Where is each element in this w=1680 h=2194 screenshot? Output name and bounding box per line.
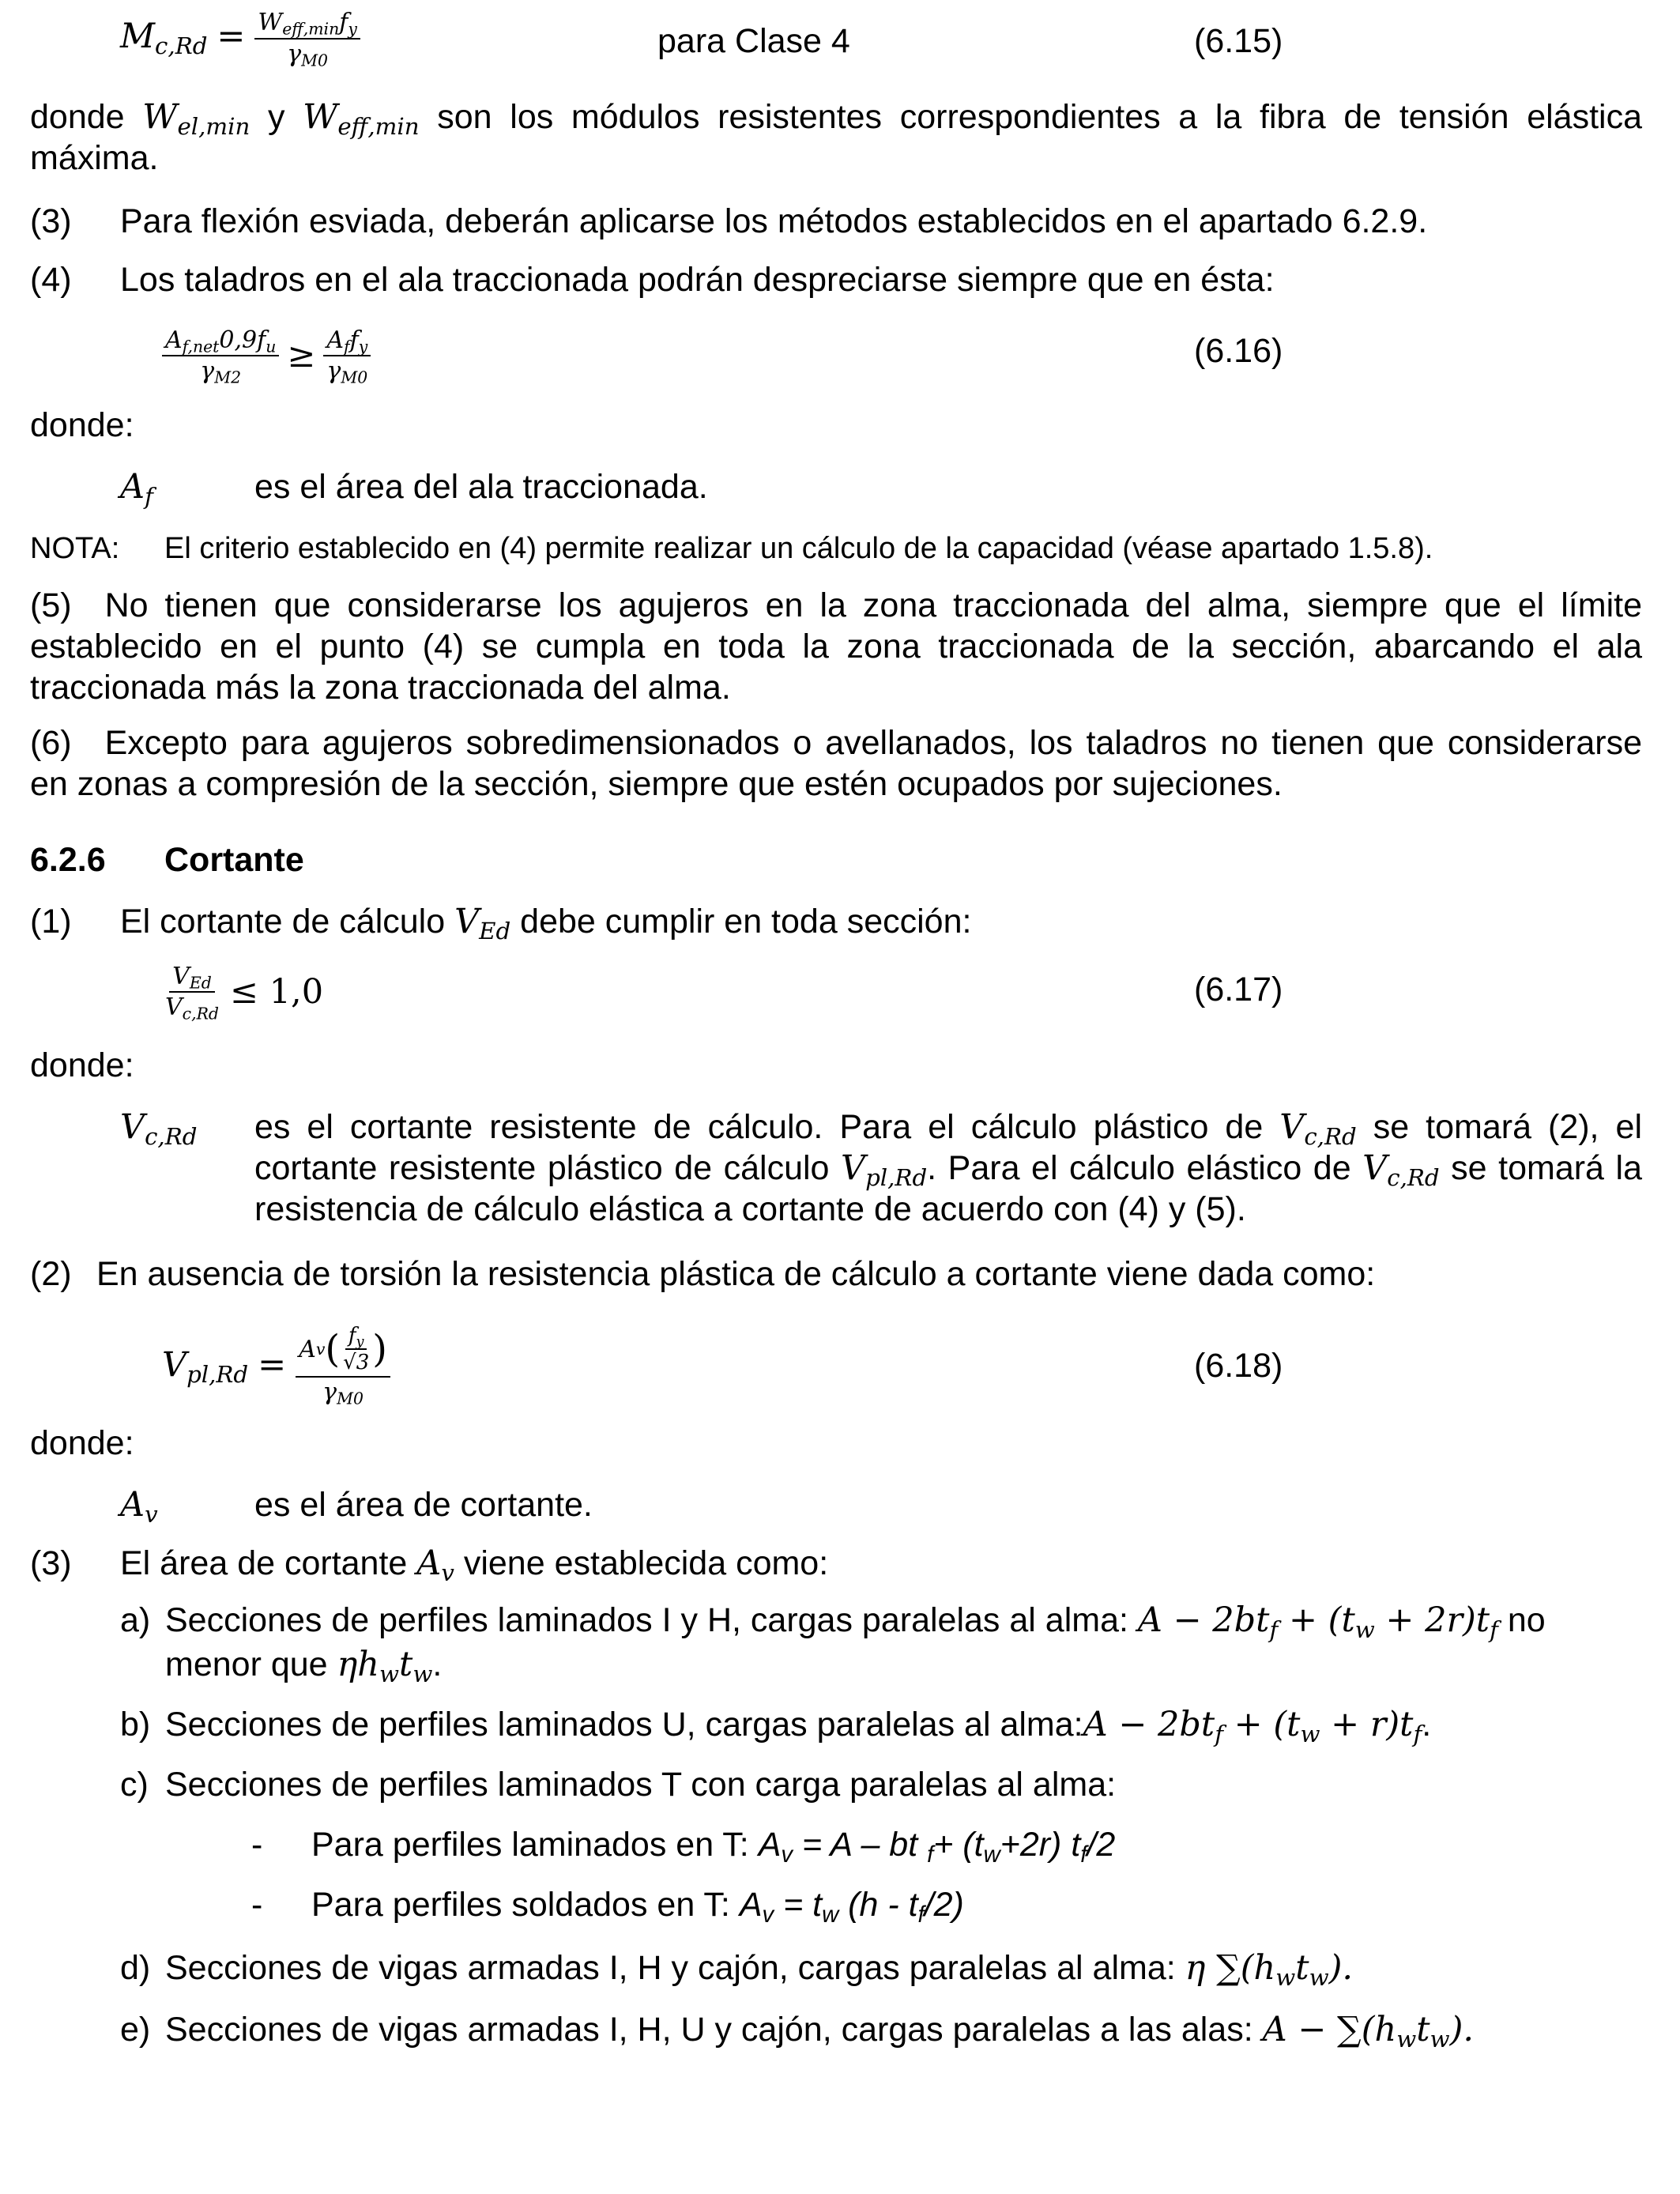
- eq618-equals: =: [258, 1345, 287, 1385]
- def-af-text: es el área del ala traccionada.: [254, 468, 708, 506]
- def-av-text: es el área de cortante.: [254, 1486, 593, 1524]
- eq617-fraction: $\frac{V_{Ed}}{V_{c,Rd}}$: [165, 962, 219, 1023]
- def-af-symbol: $A_f$: [120, 467, 153, 511]
- def-av-symbol: $A_v$: [120, 1485, 158, 1529]
- eq616-number: (6.16): [1194, 332, 1283, 370]
- eq615-fraction: $\frac{W_{eff,min}f_y}{\gamma_{M0}}$: [254, 8, 360, 69]
- paragraph-donde-wel: donde $W_{el,min}$ y $W_{eff,min}$ son los módulos resistentes correspondientes a la fibra de tensión elástica máxima.: [30, 97, 1642, 177]
- eq618-lhs: $V_{pl,Rd}$: [162, 1345, 249, 1389]
- eq615-lhs: $M_{c,Rd}$: [120, 16, 208, 60]
- nota: NOTA:: [30, 532, 120, 565]
- nota-text: El criterio establecido en (4) permite realizar un cálculo de la capacidad (véase apartado 1.5.8).: [164, 532, 1433, 565]
- eq617-rhs: ≤ 1,0: [229, 972, 324, 1012]
- eq615-condition: para Clase 4: [657, 22, 850, 60]
- eq615-number: (6.15): [1194, 22, 1283, 60]
- eq616-fraction-left: $\frac{A_{f,net}0,9f_u}{\gamma_{M2}}$: [162, 326, 279, 386]
- section-title: Cortante: [164, 841, 304, 879]
- eq616-geq: ≥: [287, 336, 316, 375]
- donde-label-3: donde:: [30, 1424, 134, 1462]
- eq615-equals: =: [217, 16, 246, 56]
- section-number: 6.2.6: [30, 841, 106, 879]
- equation-6-18: [162, 1306, 390, 1424]
- donde-label-2: donde:: [30, 1046, 134, 1084]
- item-6: (6) Excepto para agujeros sobredimensionados o avellanados, los taladros no tienen que considerarse en zonas a compresión de la sección, siempre que estén ocupados por sujeciones.: [30, 724, 1642, 803]
- eq618-number: (6.18): [1194, 1347, 1283, 1385]
- def-vcrd-symbol: $V_{c,Rd}$: [120, 1107, 198, 1151]
- item-5: (5) No tienen que considerarse los agujeros en la zona traccionada del alma, siempre que el límite establecido en el punto (4) se cumpla en toda la zona traccionada de la sección, abarcando el ala traccionada más la zona traccionada del alma.: [30, 586, 1642, 707]
- def-vcrd-text: es el cortante resistente de cálculo. Para el cálculo plástico de $V_{c,Rd}$ se tomará (2), el cortante resistente plástico de cálculo $V_{pl,Rd}$. Para el cálculo elástico de $V_{c,Rd}$ se tomará la resistencia de cálculo elástica a cortante de acuerdo con (4) y (5).: [254, 1107, 1642, 1228]
- equation-6-16: [162, 316, 371, 395]
- equation-6-17: [162, 952, 323, 1031]
- eq617-number: (6.17): [1194, 971, 1283, 1008]
- eq618-fraction: A v ( $\frac{f_y}{√3}$ ) $\gamma_{M0}$: [296, 1323, 390, 1408]
- donde-label-1: donde:: [30, 406, 134, 444]
- equation-6-15: [120, 8, 360, 79]
- eq616-fraction-right: $\frac{A_ff_y}{\gamma_{M0}}$: [323, 326, 371, 386]
